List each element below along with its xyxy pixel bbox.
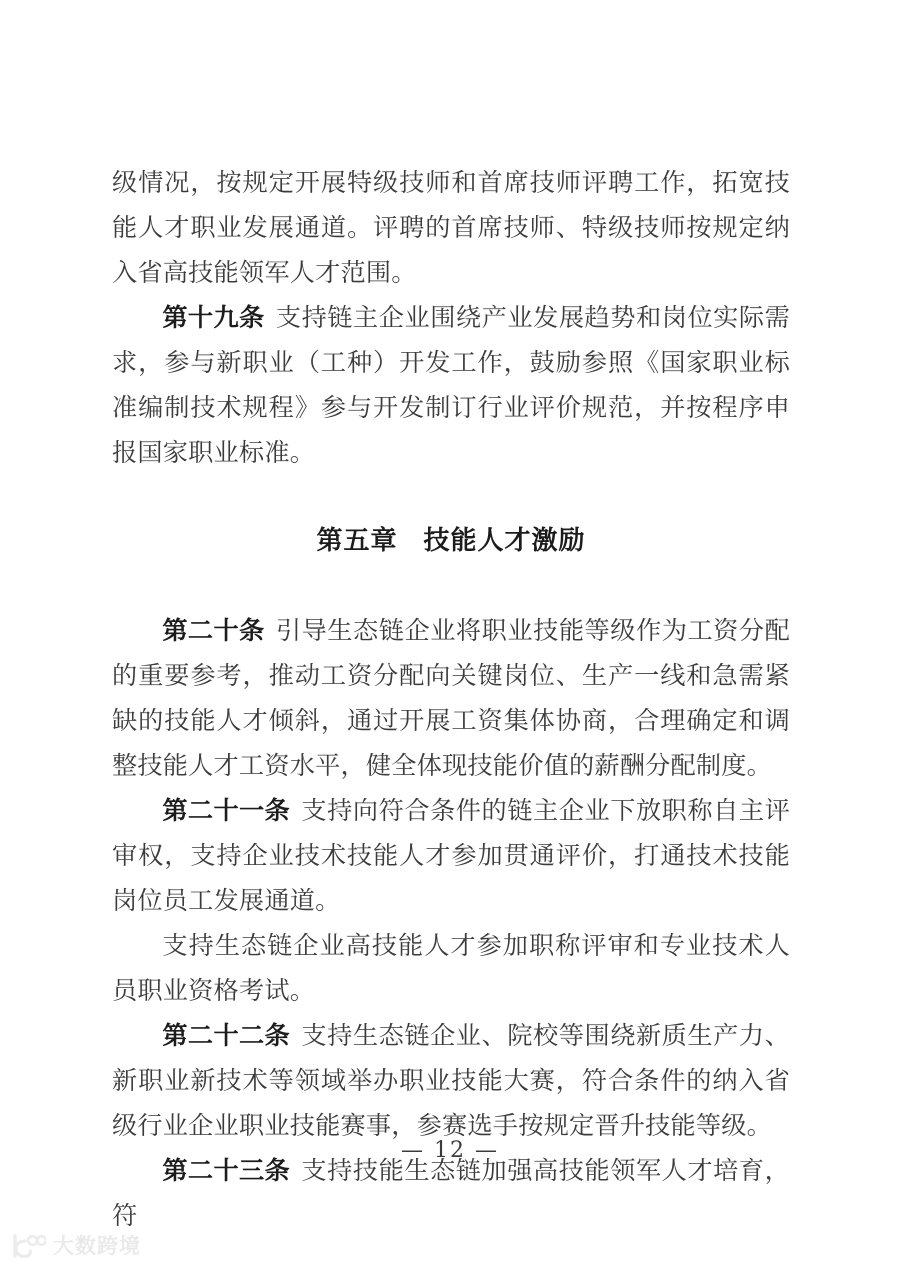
article-number-label: 第二十三条	[162, 1156, 291, 1185]
paragraph-text: 支持生态链企业、院校等围绕新质生产力、新职业新技术等领域举办职业技能大赛，符合条件的纳入省级行业企业职业技能赛事，参赛选手按规定晋升技能等级。	[112, 1021, 790, 1140]
brand-mark-icon	[12, 1233, 46, 1259]
paragraph-text: 支持生态链企业高技能人才参加职称评审和专业技术人员职业资格考试。	[112, 931, 790, 1005]
watermark-brand-text: 大数跨境	[53, 1233, 141, 1258]
paragraph-text: 支持向符合条件的链主企业下放职称自主评审权，支持企业技术技能人才参加贯通评价，打通技术技能岗位员工发展通道。	[112, 796, 790, 915]
paragraph-article-21	[112, 788, 790, 923]
article-number-label: 第二十条	[162, 616, 265, 645]
chapter-number: 第五章	[316, 526, 398, 556]
chapter-title: 技能人才激励	[423, 526, 586, 556]
page-number: — 12 —	[401, 1138, 499, 1163]
chapter-heading-block	[112, 475, 790, 608]
paragraph-article-22	[112, 1013, 790, 1148]
article-number-label: 第二十一条	[162, 796, 291, 825]
chapter-heading	[112, 519, 790, 564]
paragraph-continued-article-18	[112, 160, 790, 295]
paragraph-article-20	[112, 608, 790, 788]
paragraph-article-19	[112, 295, 790, 475]
watermark-logo	[12, 1233, 141, 1259]
paragraph-text: 引导生态链企业将职业技能等级作为工资分配的重要参考，推动工资分配向关键岗位、生产一线和急需紧缺的技能人才倾斜，通过开展工资集体协商，合理确定和调整技能人才工资水平，健全体现技能价值的薪酬分配制度。	[112, 616, 791, 780]
paragraph-text: 级情况，按规定开展特级技师和首席技师评聘工作，拓宽技能人才职业发展通道。评聘的首席技师、特级技师按规定纳入省高技能领军人才范围。	[112, 168, 790, 287]
paragraph-article-21-sub	[112, 923, 790, 1013]
paragraph-text: 支持链主企业围绕产业发展趋势和岗位实际需求，参与新职业（工种）开发工作，鼓励参照《国家职业标准编制技术规程》参与开发制订行业评价规范，并按程序申报国家职业标准。	[112, 303, 791, 467]
article-number-label: 第二十二条	[162, 1021, 291, 1050]
document-text-column	[112, 160, 790, 1238]
article-number-label: 第十九条	[162, 303, 265, 332]
paragraph-text: 支持技能生态链加强高技能领军人才培育，符	[112, 1156, 790, 1230]
